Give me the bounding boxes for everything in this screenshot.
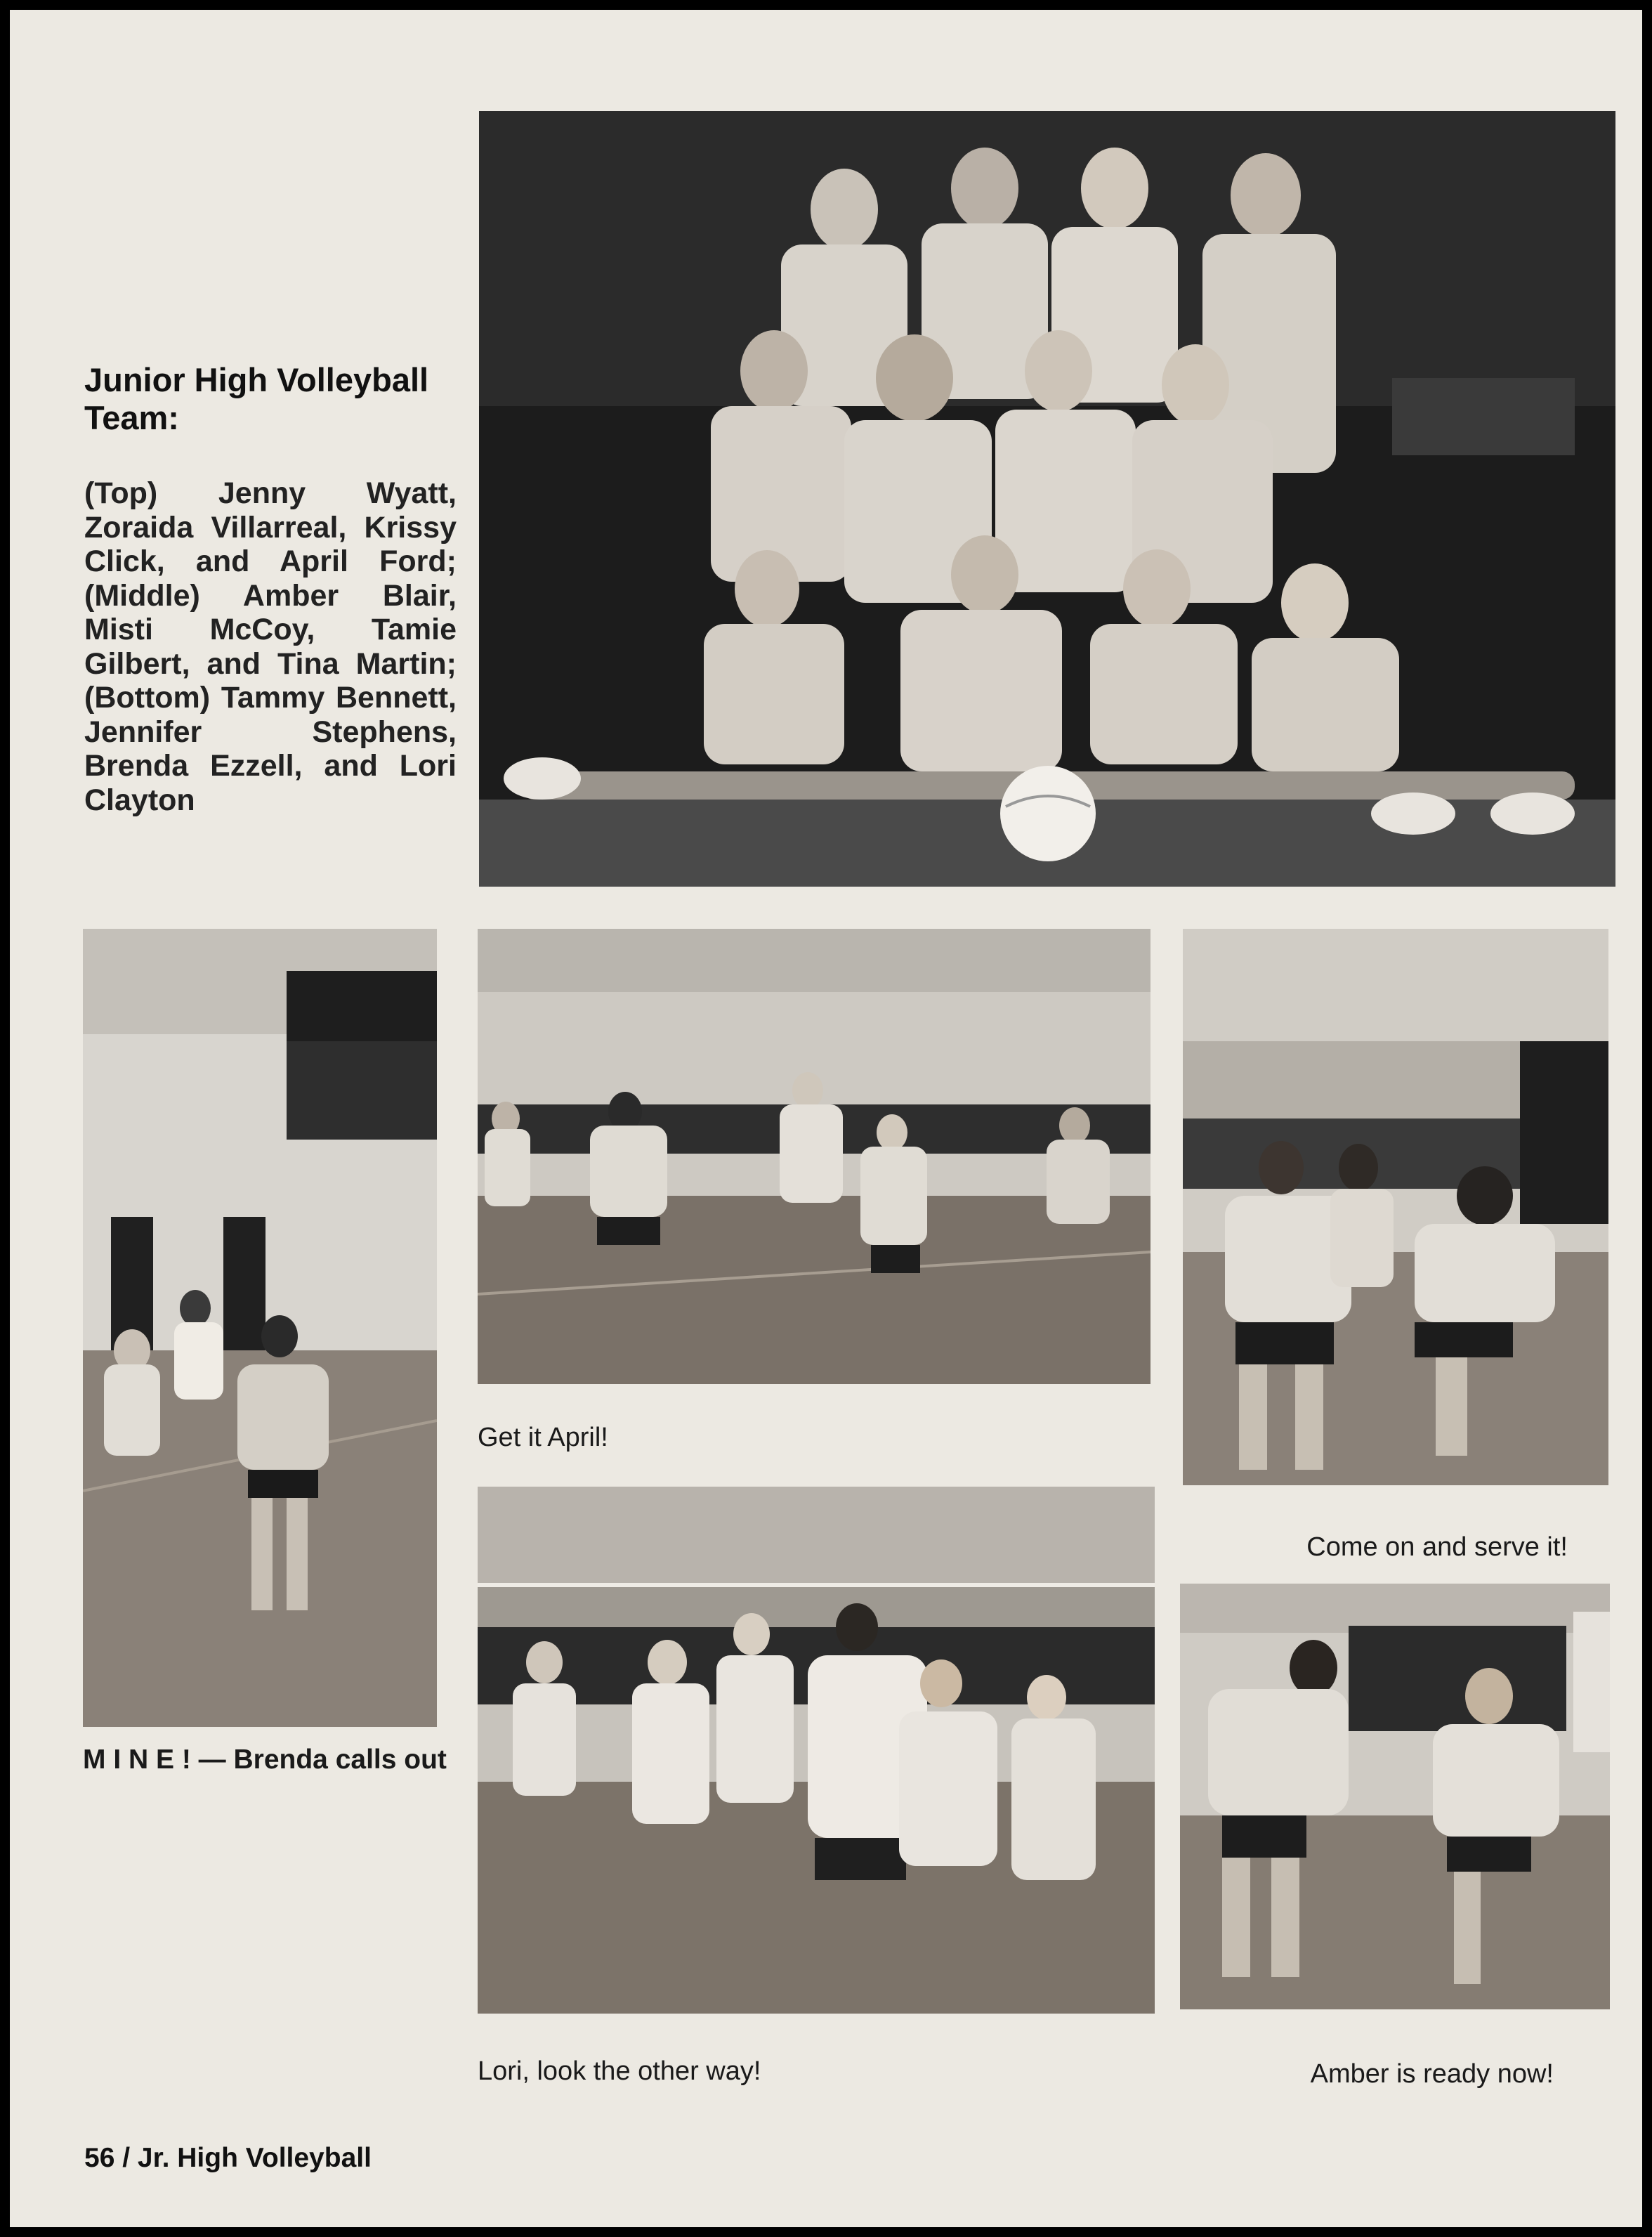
serve-caption: Come on and serve it! — [1306, 1532, 1568, 1562]
amber-caption: Amber is ready now! — [1310, 2059, 1554, 2089]
brenda-caption-rest: Brenda calls out — [233, 1744, 447, 1775]
brenda-caption — [83, 1744, 448, 1775]
april-photo — [478, 929, 1150, 1384]
serve-photo — [1183, 929, 1608, 1485]
team-roster: (Top) Jenny Wyatt, Zoraida Villarreal, Krissy Click, and April Ford; (Middle) Amber Blair, Misti McCoy, Tamie Gilbert, and Tina Martin; (Bottom) Tammy Bennett, Jennifer Stephens, Brenda Ezzell, and Lori Clayton — [84, 476, 457, 817]
brenda-photo — [83, 929, 437, 1727]
team-heading: Junior High Volleyball Team: — [84, 361, 429, 436]
team-photo — [479, 111, 1615, 887]
lori-photo — [478, 1487, 1155, 2014]
yearbook-page — [10, 10, 1642, 2227]
page-footer: 56 / Jr. High Volleyball — [84, 2143, 372, 2173]
april-caption: Get it April! — [478, 1423, 608, 1452]
amber-photo — [1180, 1584, 1610, 2009]
lori-caption: Lori, look the other way! — [478, 2056, 761, 2086]
brenda-caption-lead: M I N E ! — — [83, 1744, 234, 1775]
